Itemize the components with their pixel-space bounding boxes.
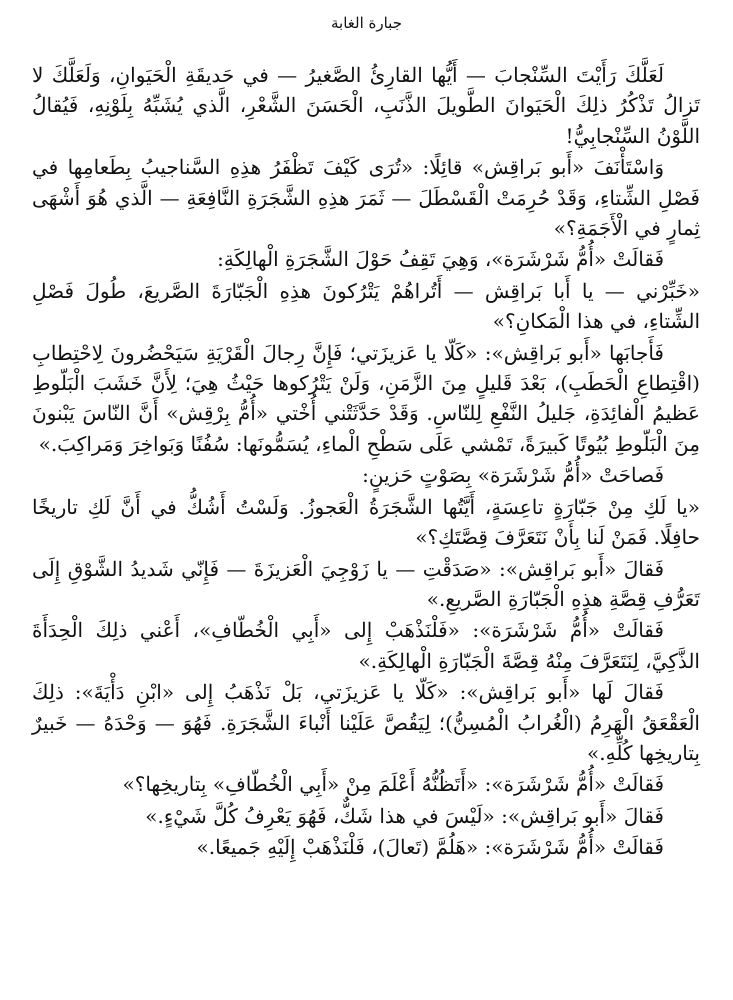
paragraph: فَقالَ «أَبو بَراقِش»: «صَدَقْتِ — يا زَوْجِيَ الْعَزيزَةَ — فَإِنّي شَديدُ الشَّوْقِ إِلَى تَعَرُّفِ قِصَّةِ هذِهِ الْجَبّارَةِ الصَّريعِ.»: [32, 556, 700, 611]
paragraph: فَقالَتْ «أُمُّ شَرْشَرَة»، وَهِيَ تَقِفُ حَوْلَ الشَّجَرَةِ الْهالِكَةِ:: [217, 247, 664, 272]
page-title: جبارة الغابة: [330, 14, 402, 32]
paragraph: فَقالَتْ «أُمُّ شَرْشَرَة»: «هَلُمَّ (تَعالَ)، فَلْنَذْهَبْ إِلَيْهِ جَميعًا.»: [196, 835, 664, 860]
paragraph: فَقالَ لَها «أَبو بَراقِش»: «كَلّا يا عَزيزَتي، بَلْ نَذْهَبُ إِلى «ابْنِ دَأْيَةَ»: ذلِكَ الْعَقْعَقُ الْهَرِمُ (الْغُرابُ الْمُسِنُّ)؛ لِيَقُصَّ عَلَيْنا أَنْباءَ الشَّجَرَةِ. فَهُوَ — وَحْدَهُ — خَبيرٌ بِتاريخِها كُلِّهِ.»: [32, 680, 700, 765]
story-text: [32, 60, 700, 864]
paragraph: لَعَلَّكَ رَأَيْتَ السِّنْجابَ — أَيُّها القارِئُ الصَّغيرُ — في حَديقَةِ الْحَيَوانِ، وَلَعَلَّكَ لا تَزالُ تَذْكُرُ ذلِكَ الْحَيَوانَ الطَّويلَ الذَّنَبِ، الْحَسَنَ الشَّعْرِ، الَّذي يُشَبِّهُ بِلَوْنِهِ، فَيُقالُ اللَّوْنُ السِّنْجابِيُّ!: [32, 63, 700, 148]
paragraph: «خَبِّرْني — يا أَبا بَراقِش — أَتُراهُمْ يَتْرُكونَ هذِهِ الْجَبّارَةَ الصَّريعَ، طُولَ فَصْلِ الشِّتاءِ، في هذا الْمَكانِ؟»: [32, 278, 700, 334]
paragraph: فَقالَتْ «أُمُّ شَرْشَرَة»: «فَلْنَذْهَبْ إِلى «أَبِي الْخُطّافِ»، أَعْني ذلِكَ الْحِدَأَةَ الذَّكِيَّ، لِنَتَعَرَّفَ مِنْهُ قِصَّةَ الْجَبّارَةِ الْهالِكَةِ.»: [32, 618, 700, 673]
paragraph: فَقالَتْ «أُمُّ شَرْشَرَة»: «أَتَظُنُّهُ أَعْلَمَ مِنْ «أَبِي الْخُطّافِ» بِتاريخِها؟»: [122, 772, 664, 797]
paragraph: وَاسْتَأْنَفَ «أَبو بَراقِش» قائِلًا: «تُرَى كَيْفَ تَظْفَرُ هذِهِ السَّناجيبُ بِطَعامِها في فَصْلِ الشِّتاءِ، وَقَدْ حُرِمَتْ الْقَسْطَلَ — ثَمَرَ هذِهِ الشَّجَرَةِ النَّافِعَةِ — الَّذي هُوَ أَشْهَى ثِمارٍ في الْأَجَمَةِ؟»: [32, 155, 700, 241]
paragraph: فَقالَ «أَبو بَراقِش»: «لَيْسَ في هذا شَكٌّ، فَهُوَ يَعْرِفُ كُلَّ شَيْءٍ.»: [145, 803, 664, 828]
paragraph: فَأَجابَها «أَبو بَراقِش»: «كَلّا يا عَزيزَتي؛ فَإِنَّ رِجالَ الْقَرْيَةِ سَيَحْضُرونَ لِاحْتِطابِ (اقْتِطاعِ الْحَطَبِ)، بَعْدَ قَليلٍ مِنَ الزَّمَنِ، وَلَنْ يَتْرُكوها حَيْثُ هِيَ؛ لِأَنَّ خَشَبَ الْبَلّوطِ عَظيمُ الْفائِدَةِ، جَليلُ النَّفْعِ لِلنّاسِ. وَقَدْ حَدَّثَتْني أُخْتي «أُمُّ بِرْقِش» أَنَّ النّاسَ يَبْنونَ مِنَ الْبَلّوطِ بُيُوتًا كَبيرَةً، تَمْشي عَلَى سَطْحِ الْماءِ، يُسَمُّونَها: سُفُنًا وَبَواخِرَ وَمَراكِبَ.»: [32, 340, 700, 456]
paragraph: «يا لَكِ مِنْ جَبّارَةٍ تاعِسَةٍ، أَيَّتُها الشَّجَرَةُ الْعَجوزُ. وَلَسْتُ أَشُكُّ في أَنَّ لَكِ تاريخًا حافِلًا. فَمَنْ لَنا بِأَنْ نَتَعَرَّفَ قِصَّتَكِ؟»: [32, 494, 700, 550]
paragraph: فَصاحَتْ «أُمُّ شَرْشَرَة» بِصَوْتٍ حَزينٍ:: [362, 463, 664, 488]
